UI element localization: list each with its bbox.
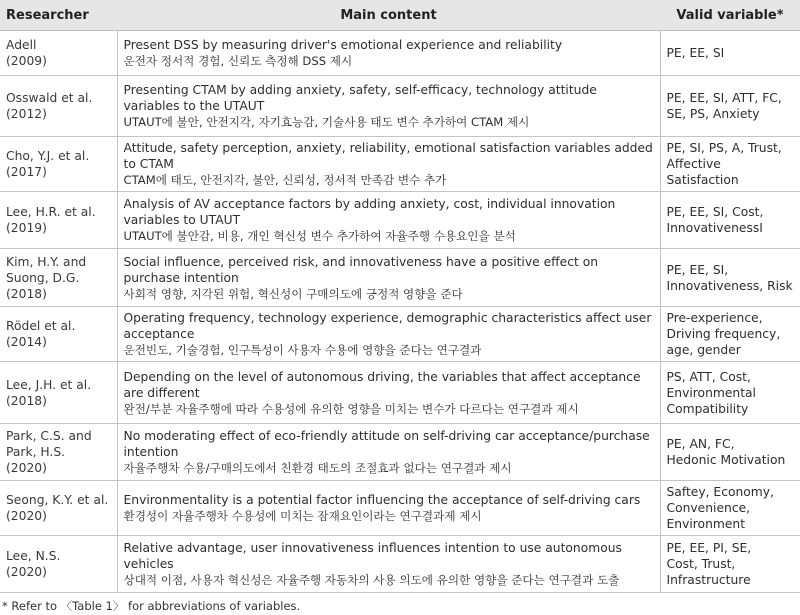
table-row <box>0 307 800 362</box>
variable-line: age, gender <box>666 343 741 357</box>
variable-line: Innovativeness, Risk <box>666 278 793 293</box>
researcher-cell <box>0 76 117 137</box>
table-row <box>0 481 800 536</box>
header-valid-variable: Valid variable* <box>660 0 800 31</box>
content-english: Attitude, safety perception, anxiety, reliability, emotional satisfaction variables added to CTAM <box>123 141 653 171</box>
researcher-line: Park, H.S. <box>6 445 66 459</box>
content-english: Environmentality is a potential factor influencing the acceptance of self-driving cars <box>123 493 641 507</box>
content-korean: UTAUT에 불안감, 비용, 개인 혁신성 변수 추가하여 자율주행 수용요인을 분석 <box>123 229 516 243</box>
variable-line: InnovativenessI <box>666 221 763 235</box>
researcher-cell <box>0 536 117 593</box>
researcher-line: (2020) <box>6 565 47 579</box>
valid-variable-cell <box>660 76 800 137</box>
variable-line: PE, EE, PI, SE, <box>666 541 752 555</box>
variable-line: Pre-experience, <box>666 311 763 325</box>
content-korean: 운전자 정서적 경험, 신뢰도 측정해 DSS 제시 <box>123 54 353 68</box>
variable-line: Cost, Trust, <box>666 557 736 571</box>
content-english: Relative advantage, user innovativeness influences intention to use autonomous vehicles <box>123 541 622 571</box>
researcher-cell <box>0 307 117 362</box>
researcher-line: Suong, D.G. <box>6 270 80 285</box>
header-row <box>0 0 800 31</box>
header-researcher: Researcher <box>0 0 117 31</box>
researcher-line: (2020) <box>6 461 47 475</box>
valid-variable-cell <box>660 424 800 481</box>
content-english: Analysis of AV acceptance factors by adding anxiety, cost, individual innovation variables to UTAUT <box>123 197 616 227</box>
researcher-line: (2017) <box>6 165 47 179</box>
researcher-line: (2012) <box>6 107 47 121</box>
researcher-cell <box>0 192 117 249</box>
variable-line: SE, PS, Anxiety <box>666 107 760 121</box>
table-row <box>0 76 800 137</box>
table-body <box>0 31 800 593</box>
researcher-line: (2018) <box>6 286 47 301</box>
table-row <box>0 424 800 481</box>
content-english: Presenting CTAM by adding anxiety, safety, self-efficacy, technology attitude variables to the UTAUT <box>123 83 597 113</box>
variable-line: PE, SI, PS, A, Trust, <box>666 141 782 155</box>
content-korean: 사회적 영향, 지각된 위험, 혁신성이 구매의도에 긍정적 영향을 준다 <box>123 286 463 301</box>
researcher-line: Rödel et al. <box>6 319 76 333</box>
content-english: Social influence, perceived risk, and innovativeness have a positive effect on purchase intention <box>123 254 599 285</box>
header-main-content: Main content <box>117 0 660 31</box>
researcher-line: Osswald et al. <box>6 91 93 105</box>
variable-line: Affective Satisfaction <box>666 157 739 187</box>
valid-variable-cell <box>660 192 800 249</box>
table-row <box>0 536 800 593</box>
researcher-line: (2014) <box>6 335 47 349</box>
researcher-cell <box>0 362 117 424</box>
researcher-line: Kim, H.Y. and <box>6 254 87 269</box>
main-content-cell <box>117 424 660 481</box>
valid-variable-cell <box>660 31 800 76</box>
researcher-cell <box>0 481 117 536</box>
variable-line: Convenience, <box>666 501 751 515</box>
researcher-line: (2020) <box>6 509 47 523</box>
table-row <box>0 31 800 76</box>
researcher-cell <box>0 424 117 481</box>
valid-variable-cell <box>660 536 800 593</box>
table-row <box>0 137 800 192</box>
variable-line: PS, ATT, Cost, <box>666 369 751 384</box>
content-korean: 완전/부분 자율주행에 따라 수용성에 유의한 영향을 미치는 변수가 다르다는 연구결과 제시 <box>123 401 579 416</box>
researcher-line: Lee, J.H. et al. <box>6 377 92 392</box>
main-content-cell <box>117 307 660 362</box>
main-content-cell <box>117 137 660 192</box>
variable-line: Environmental <box>666 385 756 400</box>
content-english: Operating frequency, technology experience, demographic characteristics affect user acceptance <box>123 311 652 341</box>
main-content-cell <box>117 481 660 536</box>
valid-variable-cell <box>660 249 800 307</box>
researcher-line: Seong, K.Y. et al. <box>6 493 109 507</box>
researcher-cell <box>0 249 117 307</box>
main-content-cell <box>117 31 660 76</box>
valid-variable-cell <box>660 362 800 424</box>
variable-line: PE, EE, SI, ATT, FC, <box>666 91 782 105</box>
content-korean: 상대적 이점, 사용자 혁신성은 자율주행 자동차의 사용 의도에 유의한 영향을 준다는 연구결과 도출 <box>123 573 620 587</box>
researcher-line: (2009) <box>6 54 47 68</box>
content-english: Present DSS by measuring driver's emotional experience and reliability <box>123 38 563 52</box>
researcher-line: (2019) <box>6 221 47 235</box>
content-korean: 운전빈도, 기술경험, 인구특성이 사용자 수용에 영향을 준다는 연구결과 <box>123 343 482 357</box>
main-content-cell <box>117 536 660 593</box>
table-row <box>0 249 800 307</box>
main-content-cell <box>117 192 660 249</box>
content-korean: 자율주행차 수용/구매의도에서 친환경 태도의 조절효과 없다는 연구결과 제시 <box>123 461 512 475</box>
researcher-cell <box>0 137 117 192</box>
researcher-line: Adell <box>6 38 37 52</box>
variable-line: Saftey, Economy, <box>666 485 774 499</box>
variable-line: PE, AN, FC, <box>666 437 735 451</box>
researcher-line: Lee, N.S. <box>6 549 61 563</box>
valid-variable-cell <box>660 307 800 362</box>
table-row <box>0 362 800 424</box>
researcher-line: Cho, Y.J. et al. <box>6 149 90 163</box>
variable-line: PE, EE, SI, Cost, <box>666 205 764 219</box>
variable-line: Compatibility <box>666 401 749 416</box>
main-content-cell <box>117 76 660 137</box>
content-korean: CTAM에 태도, 안전지각, 불안, 신뢰성, 정서적 만족감 변수 추가 <box>123 173 447 187</box>
variable-line: Environment <box>666 517 746 531</box>
variable-line: Driving frequency, <box>666 327 781 341</box>
content-korean: 환경성이 자율주행차 수용성에 미치는 잠재요인이라는 연구결과제 제시 <box>123 509 482 523</box>
table-row <box>0 192 800 249</box>
researcher-cell <box>0 31 117 76</box>
valid-variable-cell <box>660 481 800 536</box>
content-korean: UTAUT에 불안, 안전지각, 자기효능감, 기술사용 태도 변수 추가하여 CTAM 제시 <box>123 115 530 129</box>
researcher-line: Park, C.S. and <box>6 429 92 443</box>
variable-line: PE, EE, SI, <box>666 262 729 277</box>
footnote: * Refer to 〈Table 1〉 for abbreviations of variables. <box>2 599 301 613</box>
valid-variable-cell <box>660 137 800 192</box>
content-english: No moderating effect of eco-friendly attitude on self-driving car acceptance/purchase intention <box>123 429 650 459</box>
researcher-line: Lee, H.R. et al. <box>6 205 96 219</box>
main-content-cell <box>117 249 660 307</box>
variable-line: Hedonic Motivation <box>666 453 786 467</box>
main-content-cell <box>117 362 660 424</box>
content-english: Depending on the level of autonomous driving, the variables that affect acceptance are different <box>123 369 641 400</box>
variable-line: Infrastructure <box>666 573 751 587</box>
variable-line: PE, EE, SI <box>666 46 725 60</box>
researcher-line: (2018) <box>6 393 47 408</box>
